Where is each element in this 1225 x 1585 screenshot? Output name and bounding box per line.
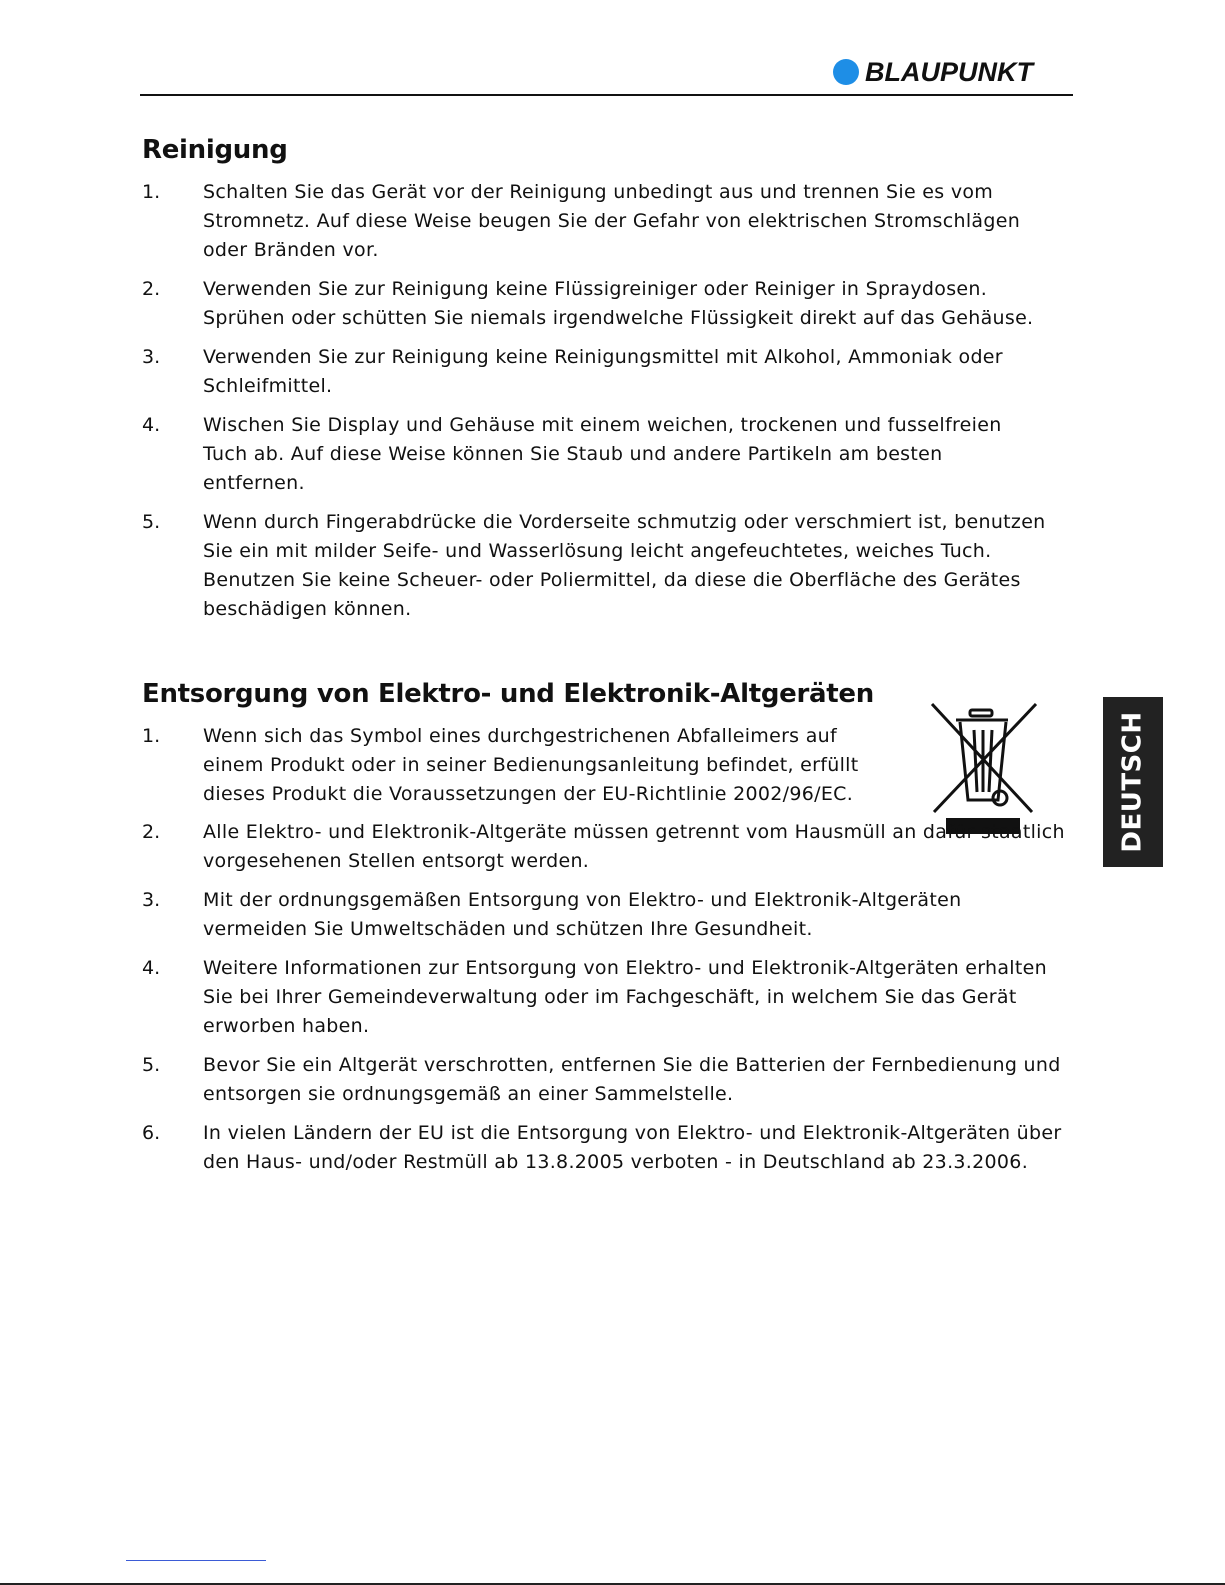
list-item-number: 4. — [142, 414, 161, 436]
footer-underline — [126, 1560, 266, 1561]
list-item-text: Wischen Sie Display und Gehäuse mit einem weichen, trockenen und fusselfreien Tuch ab. Auf diese Weise können Sie Staub und andere Partikeln am besten entfernen. — [203, 414, 1002, 494]
list-item-number: 3. — [142, 346, 161, 368]
section-title-disposal: Entsorgung von Elektro- und Elektronik-Altgeräten — [142, 679, 874, 709]
list-item-number: 2. — [142, 278, 161, 300]
list-item-number: 3. — [142, 889, 161, 911]
list-item — [142, 886, 1067, 944]
list-item-text: Schalten Sie das Gerät vor der Reinigung unbedingt aus und trennen Sie es vom Stromnetz. Auf diese Weise beugen Sie der Gefahr von elektrischen Stromschlägen oder Bränden vor. — [203, 181, 1021, 261]
list-item — [142, 508, 1047, 624]
list-item-number: 6. — [142, 1122, 161, 1144]
list-item — [142, 722, 1067, 809]
list-item-text: Weitere Informationen zur Entsorgung von Elektro- und Elektronik-Altgeräten erhalten Sie bei Ihrer Gemeindeverwaltung oder im Fachgeschäft, in welchem Sie das Gerät erworben haben. — [203, 957, 1047, 1037]
list-item-number: 5. — [142, 1054, 161, 1076]
list-item-text: Bevor Sie ein Altgerät verschrotten, entfernen Sie die Batterien der Fernbedienung und entsorgen sie ordnungsgemäß an einer Sammelstelle. — [203, 1054, 1061, 1105]
list-item-text: Alle Elektro- und Elektronik-Altgeräte müssen getrennt vom Hausmüll an dafür staatlich vorgesehenen Stellen entsorgt werden. — [203, 821, 1065, 872]
list-item-number: 4. — [142, 957, 161, 979]
list-item — [142, 411, 1047, 498]
brand-name: BLAUPUNKT — [865, 57, 1033, 87]
cleaning-list — [142, 178, 1047, 624]
section-title-cleaning: Reinigung — [142, 135, 288, 165]
list-item-text: Verwenden Sie zur Reinigung keine Flüssigreiniger oder Reiniger in Spraydosen. Sprühen oder schütten Sie niemals irgendwelche Flüssigkeit direkt auf das Gehäuse. — [203, 278, 1034, 329]
list-item-number: 2. — [142, 821, 161, 843]
list-item-number: 1. — [142, 725, 161, 747]
list-item-text: Wenn sich das Symbol eines durchgestrichenen Abfalleimers auf einem Produkt oder in seiner Bedienungsanleitung befindet, erfüllt dieses Produkt die Voraussetzungen der EU-Richtlinie 2002/96/EC. — [203, 725, 859, 805]
list-item-text: Verwenden Sie zur Reinigung keine Reinigungsmittel mit Alkohol, Ammoniak oder Schleifmittel. — [203, 346, 1003, 397]
list-item-text: Mit der ordnungsgemäßen Entsorgung von Elektro- und Elektronik-Altgeräten vermeiden Sie Umweltschäden und schützen Ihre Gesundheit. — [203, 889, 962, 940]
list-item — [142, 343, 1047, 401]
list-item — [142, 954, 1067, 1041]
list-item — [142, 178, 1047, 265]
brand-logo — [833, 56, 1033, 88]
language-tab-label: DEUTSCH — [1118, 711, 1149, 853]
header-divider — [140, 94, 1073, 96]
list-item — [142, 1051, 1067, 1109]
list-item — [142, 275, 1047, 333]
list-item-text: Wenn durch Fingerabdrücke die Vorderseite schmutzig oder verschmiert ist, benutzen Sie ein mit milder Seife- und Wasserlösung leicht angefeuchtetes, weiches Tuch. Benutzen Sie keine Scheuer- oder Poliermittel, da diese die Oberfläche des Gerätes beschädigen können. — [203, 511, 1046, 620]
list-item — [142, 1119, 1067, 1177]
list-item-number: 1. — [142, 181, 161, 203]
brand-dot-icon — [833, 59, 859, 85]
list-item-number: 5. — [142, 511, 161, 533]
list-item-text: In vielen Ländern der EU ist die Entsorgung von Elektro- und Elektronik-Altgeräten über den Haus- und/oder Restmüll ab 13.8.2005 verboten - in Deutschland ab 23.3.2006. — [203, 1122, 1062, 1173]
language-tab — [1103, 697, 1163, 867]
list-item — [142, 818, 1067, 876]
disposal-list — [142, 722, 1067, 1177]
